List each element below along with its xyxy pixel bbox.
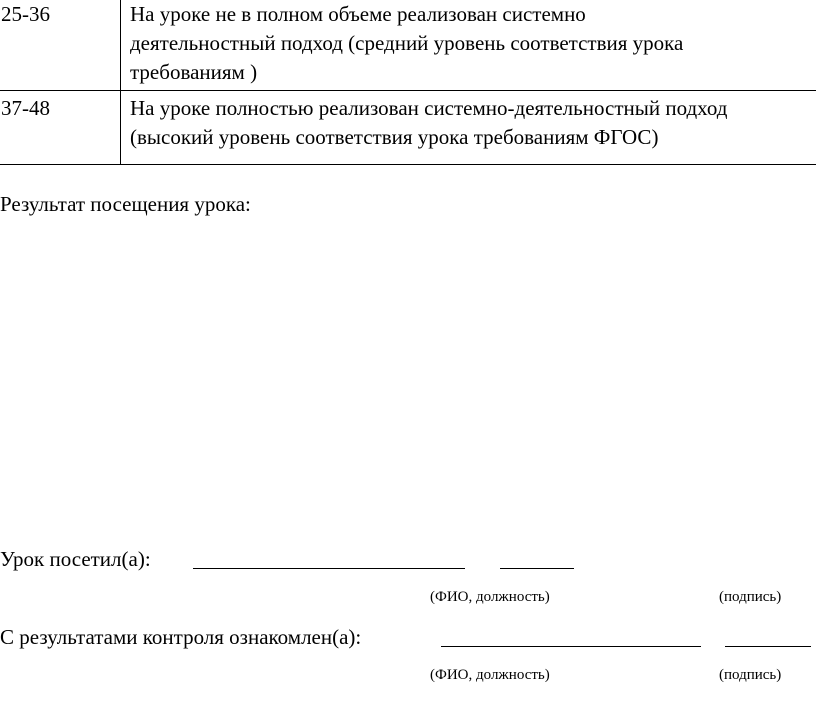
- table-row: [0, 0, 816, 91]
- acquainted-name-field[interactable]: [441, 646, 701, 647]
- visited-signature-field[interactable]: [500, 568, 574, 569]
- score-description-cell: [121, 91, 816, 165]
- score-table: [0, 0, 816, 165]
- acquainted-label: С результатами контроля ознакомлен(а):: [0, 625, 362, 649]
- score-description-cell: [121, 0, 816, 91]
- visited-name-field[interactable]: [193, 568, 465, 569]
- description-line: деятельностный подход (средний уровень соответствия урока: [130, 31, 684, 55]
- score-range-cell: 25-36: [0, 0, 121, 91]
- description-line: (высокий уровень соответствия урока требованиям ФГОС): [130, 125, 659, 149]
- table-row: [0, 91, 816, 165]
- description-line: На уроке полностью реализован системно-деятельностный подход: [130, 96, 728, 120]
- acquainted-signature-field[interactable]: [725, 646, 811, 647]
- visited-name-caption: (ФИО, должность): [430, 589, 550, 605]
- score-range-cell: 37-48: [0, 91, 121, 165]
- acquainted-name-caption: (ФИО, должность): [430, 667, 550, 683]
- description-line: требованиям ): [130, 60, 258, 84]
- description-line: На уроке не в полном объеме реализован системно: [130, 2, 586, 26]
- acquainted-sign-caption: (подпись): [719, 667, 782, 683]
- result-label: Результат посещения урока:: [0, 192, 251, 216]
- visited-label: Урок посетил(а):: [0, 547, 151, 571]
- visited-sign-caption: (подпись): [719, 589, 782, 605]
